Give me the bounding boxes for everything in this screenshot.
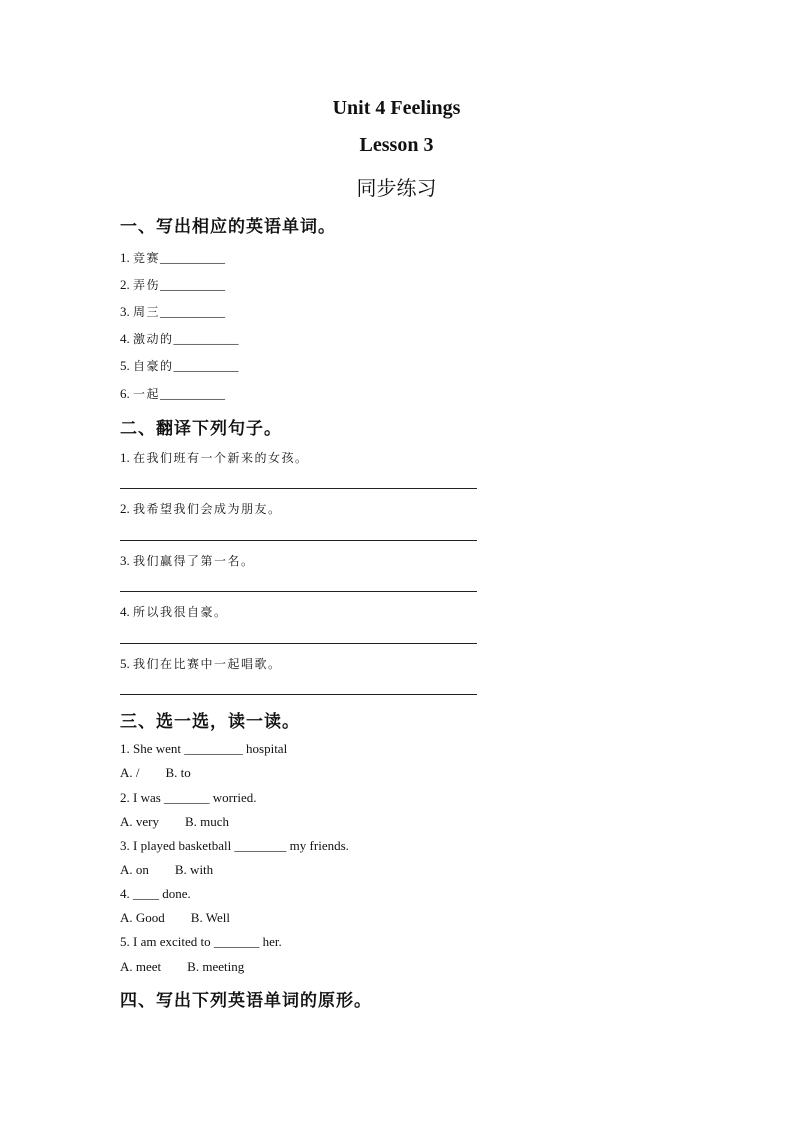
section3-heading: 三、选一选，读一读。 (120, 712, 300, 732)
answer-line (120, 643, 477, 644)
section4-heading: 四、写出下列英语单词的原形。 (120, 991, 372, 1011)
section3-options: A. / B. to (120, 765, 191, 780)
section2-item: 4. 所以我很自豪。 (120, 604, 228, 619)
answer-line (120, 694, 477, 695)
section1-item: 3. 周三__________ (120, 304, 226, 319)
section3-question: 2. I was _______ worried. (120, 790, 257, 805)
section2-item: 1. 在我们班有一个新来的女孩。 (120, 450, 309, 465)
section2-item: 2. 我希望我们会成为朋友。 (120, 501, 282, 516)
section3-question: 3. I played basketball ________ my friends. (120, 838, 349, 853)
section1-item: 4. 激动的__________ (120, 331, 239, 346)
section2-item: 3. 我们赢得了第一名。 (120, 553, 255, 568)
section3-options: A. Good B. Well (120, 910, 230, 925)
answer-line (120, 591, 477, 592)
section2-item: 5. 我们在比赛中一起唱歌。 (120, 656, 282, 671)
page-subtitle: 同步练习 (356, 176, 437, 200)
section1-item: 1. 竞赛__________ (120, 250, 226, 265)
section1-heading: 一、写出相应的英语单词。 (120, 217, 336, 237)
section1-item: 6. 一起__________ (120, 386, 226, 401)
answer-line (120, 540, 477, 541)
page-title: Unit 4 Feelings (332, 97, 461, 119)
section1-item: 2. 弄伤__________ (120, 277, 226, 292)
section3-question: 4. ____ done. (120, 886, 191, 901)
answer-line (120, 488, 477, 489)
section2-heading: 二、翻译下列句子。 (120, 419, 282, 439)
section3-options: A. on B. with (120, 862, 214, 877)
lesson-title: Lesson 3 (359, 134, 434, 156)
section3-question: 1. She went _________ hospital (120, 741, 288, 756)
section3-options: A. very B. much (120, 814, 230, 829)
section1-item: 5. 自豪的__________ (120, 358, 239, 373)
section3-options: A. meet B. meeting (120, 959, 245, 974)
section3-question: 5. I am excited to _______ her. (120, 934, 282, 949)
